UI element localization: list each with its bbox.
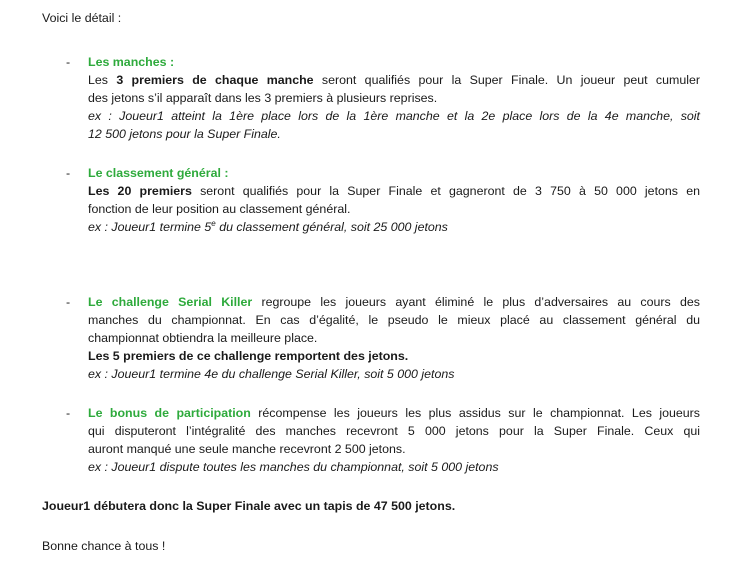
bullet-dash: - xyxy=(66,55,71,69)
section-heading-bonus: Le bonus de participation xyxy=(88,406,251,420)
manches-example-2: 12 500 jetons pour la Super Finale. xyxy=(88,127,281,141)
classement-line-1: Les 20 premiers seront qualifiés pour la Super Finale et gagneront de 3 750 à 50 000 jetons en xyxy=(88,184,700,198)
classement-bold-phrase: Les 20 premiers xyxy=(88,184,192,198)
serial-killer-line-3: championnat obtiendra la meilleure place. xyxy=(88,331,318,345)
serial-killer-example: ex : Joueur1 termine 4e du challenge Serial Killer, soit 5 000 jetons xyxy=(88,367,455,381)
bullet-dash: - xyxy=(66,295,71,309)
bonus-line-1: Le bonus de participation récompense les joueurs les plus assidus sur le championnat. Les joueurs xyxy=(88,406,701,420)
serial-killer-line-1: Le challenge Serial Killer regroupe les joueurs ayant éliminé le plus d’adversaires au cours des xyxy=(88,295,700,309)
bonus-line-2: qui disputeront l’intégralité des manches recevront 5 000 jetons pour la Super Finale. Ceux qui xyxy=(88,424,700,438)
bonus-line-3: auront manqué une seule manche recevront 2 500 jetons. xyxy=(88,442,406,456)
intro-text: Voici le détail : xyxy=(42,11,122,25)
bonus-example: ex : Joueur1 dispute toutes les manches du championnat, soit 5 000 jetons xyxy=(88,460,499,474)
manches-example-1: ex : Joueur1 atteint la 1ère place lors de la 1ère manche et la 2e place lors de la 4e manche, soit xyxy=(88,109,700,123)
section-heading-classement: Le classement général : xyxy=(88,166,229,180)
serial-killer-bold-line: Les 5 premiers de ce challenge remportent des jetons. xyxy=(88,349,409,363)
section-heading-serial-killer: Le challenge Serial Killer xyxy=(88,295,253,309)
manches-bold-phrase: 3 premiers de chaque manche xyxy=(116,73,314,87)
section-heading-manches: Les manches : xyxy=(88,55,175,69)
classement-example: ex : Joueur1 termine 5e du classement général, soit 25 000 jetons xyxy=(88,218,448,234)
bullet-dash: - xyxy=(66,166,71,180)
serial-killer-line-2: manches du championnat. En cas d’égalité, le pseudo le mieux placé au classement général du xyxy=(88,313,700,327)
manches-line-2: des jetons s’il apparaît dans les 3 premiers à plusieurs reprises. xyxy=(88,91,438,105)
closing-text: Bonne chance à tous ! xyxy=(42,539,166,553)
conclusion-text: Joueur1 débutera donc la Super Finale avec un tapis de 47 500 jetons. xyxy=(42,499,456,513)
classement-line-2: fonction de leur position au classement général. xyxy=(88,202,351,216)
bullet-dash: - xyxy=(66,406,71,420)
manches-line-1: Les 3 premiers de chaque manche seront qualifiés pour la Super Finale. Un joueur peut cumuler xyxy=(88,73,700,87)
